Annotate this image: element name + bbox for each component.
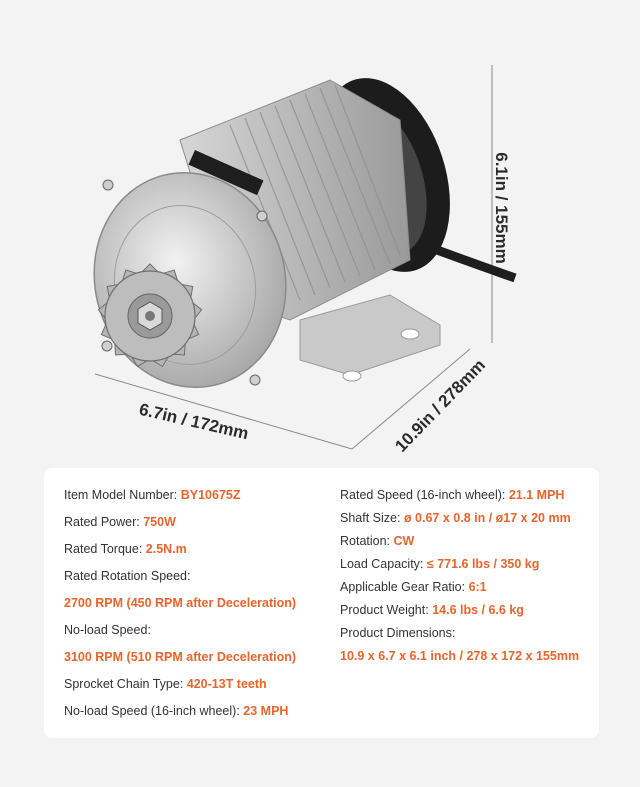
spec-rated-speed: Rated Speed (16-inch wheel): 21.1 MPH	[340, 488, 565, 502]
spec-dims-label: Product Dimensions:	[340, 626, 456, 640]
spec-model: Item Model Number: BY10675Z	[64, 488, 241, 502]
spec-noload-wheel: No-load Speed (16-inch wheel): 23 MPH	[64, 704, 289, 718]
spec-card	[44, 468, 599, 738]
spec-gear: Applicable Gear Ratio: 6:1	[340, 580, 487, 594]
spec-shaft: Shaft Size: ø 0.67 x 0.8 in / ø17 x 20 mm	[340, 511, 571, 525]
spec-torque: Rated Torque: 2.5N.m	[64, 542, 187, 556]
spec-rotation-speed-label: Rated Rotation Speed:	[64, 569, 191, 583]
width-dimension-label: 6.7in / 172mm	[137, 399, 251, 444]
height-dimension-label: 6.1in / 155mm	[491, 152, 511, 264]
spec-power: Rated Power: 750W	[64, 515, 176, 529]
spec-rotation: Rotation: CW	[340, 534, 415, 548]
spec-noload-label: No-load Speed:	[64, 623, 151, 637]
spec-load: Load Capacity: ≤ 771.6 lbs / 350 kg	[340, 557, 540, 571]
spec-chain: Sprocket Chain Type: 420-13T teeth	[64, 677, 267, 691]
spec-dims-value: 10.9 x 6.7 x 6.1 inch / 278 x 172 x 155mm	[340, 649, 580, 663]
depth-dimension-label: 10.9in / 278mm	[391, 355, 489, 456]
spec-weight: Product Weight: 14.6 lbs / 6.6 kg	[340, 603, 524, 617]
spec-rotation-speed-value: 2700 RPM (450 RPM after Deceleration)	[64, 596, 297, 610]
spec-noload-value: 3100 RPM (510 RPM after Deceleration)	[64, 650, 297, 664]
